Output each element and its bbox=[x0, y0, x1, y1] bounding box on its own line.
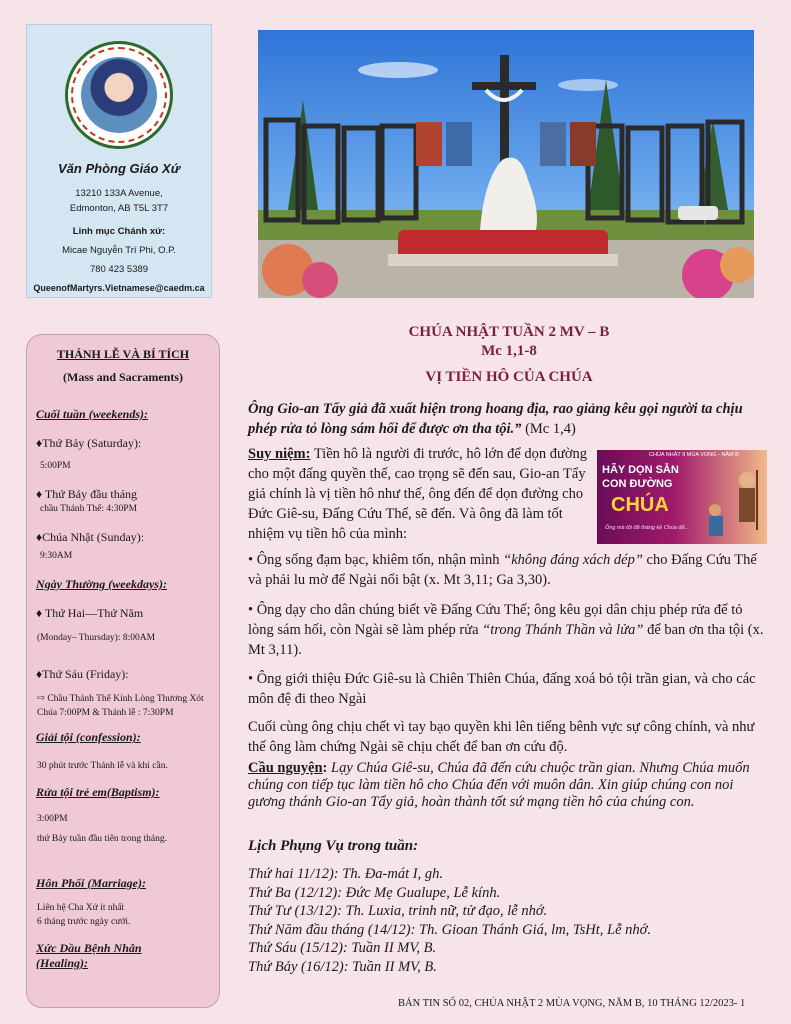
bullet-1-em: “không đáng xách dép” bbox=[503, 552, 643, 568]
office-address-line2: Edmonton, AB T5L 3T7 bbox=[69, 203, 169, 214]
office-phone: 780 423 5389 bbox=[89, 264, 149, 275]
pastor-label: Linh mục Chánh xứ: bbox=[72, 226, 166, 237]
liturgy-day: Thứ Bảy (16/12) bbox=[248, 958, 344, 975]
banner-line-2: CON ĐƯỜNG bbox=[602, 478, 673, 490]
theme-title: VỊ TIỀN HÔ CỦA CHÚA bbox=[425, 369, 593, 385]
prayer-text: Lạy Chúa Giê-su, Chúa đã đến cứu chuộc trần gian. Nhưng Chúa muốn chúng con tiếp tục làm tiền hô cho Chúa đến với muôn dân. Xin giúp chúng con noi gương thánh Gio-an Tẩy giả, hoàn thành tốt sứ mạng tiền hô của chúng con. bbox=[248, 760, 750, 810]
saturday-time: 5:00PM bbox=[40, 461, 71, 471]
liturgy-day: Thứ Tư (13/12) bbox=[248, 903, 338, 919]
pieta-shrine-photo bbox=[258, 30, 754, 298]
advent-banner-image bbox=[597, 450, 767, 544]
banner-caption: Ông mà tôi đã tháng kề Chúa để... bbox=[605, 525, 690, 531]
friday-note: ⇨ Chầu Thánh Thể Kính Lòng Thương Xót Chúa 7:00PM & Thánh lễ : 7:30PM bbox=[37, 694, 204, 718]
prayer-label: Cầu nguyện bbox=[248, 760, 323, 776]
mass-schedule-panel bbox=[26, 334, 220, 1008]
flower-bush bbox=[302, 262, 338, 298]
liturgy-item bbox=[248, 865, 778, 884]
mass-title: THÁNH LỄ VÀ BÍ TÍCH bbox=[56, 347, 190, 361]
liturgy-day: Thứ Năm đầu tháng (14/12) bbox=[248, 921, 411, 938]
friday-label: ♦Thứ Sáu (Friday): bbox=[36, 667, 129, 681]
closing-paragraph: Cuối cùng ông chịu chết vì tay bạo quyền khi lên tiếng bênh vực sự công chính, và như thế ông làm chứng Ngài sẽ chịu chết để ban ơn cứu độ. bbox=[248, 719, 755, 755]
weekday-heading: Ngày Thường (weekdays): bbox=[36, 577, 167, 591]
reflection-text: Tiền hô là người đi trước, hô lớn để dọn đường cho một đấng quyền thế, cao trọng sẽ đến sau, Gio-an Tẩy giả chính là vị tiền hô như thế, ông đến để dọn đường cho Đức Giê-su, Đấng Cứu Thế, sẽ đến. Và ông đã làm tốt nhiệm vụ tiền hô của mình: bbox=[248, 446, 588, 542]
bullet-humble bbox=[248, 550, 770, 590]
reflection-label: Suy niệm: bbox=[248, 446, 311, 462]
confession-note: 30 phút trước Thánh lễ và khi cần. bbox=[37, 761, 168, 771]
banner-line-3: CHÚA bbox=[611, 494, 669, 516]
liturgy-item bbox=[248, 958, 778, 977]
bullet-2-em: “trong Thánh Thần và lửa” bbox=[482, 622, 644, 638]
bullet-teaching bbox=[248, 600, 770, 660]
liturgy-text: : Th. Gioan Thánh Giá, lm, TsHt, Lễ nhớ. bbox=[410, 921, 652, 938]
liturgy-text: : Th. Đa-mát I, gh. bbox=[333, 866, 443, 882]
shrine-illustration bbox=[258, 30, 754, 298]
office-title: Văn Phòng Giáo Xứ bbox=[58, 161, 180, 176]
cross-vertical bbox=[500, 55, 509, 170]
first-saturday-note: chầu Thánh Thể: 4:30PM bbox=[40, 504, 138, 514]
pieta-statue bbox=[480, 158, 537, 231]
liturgy-day: Thứ Ba (12/12) bbox=[248, 884, 338, 901]
banner-header: CHÚA NHẬT II MÙA VỌNG - NĂM B bbox=[649, 452, 739, 458]
liturgy-text: : Tuần II MV, B. bbox=[343, 958, 437, 975]
parked-car bbox=[678, 206, 718, 220]
lead-quote bbox=[248, 399, 770, 439]
healing-heading: Xức Dầu Bệnh Nhân (Healing): bbox=[36, 941, 142, 970]
statue-base bbox=[388, 254, 618, 266]
liturgy-text: : Th. Luxia, trinh nữ, tử đạo, lễ nhớ. bbox=[337, 903, 548, 919]
first-saturday-label: ♦ Thứ Bảy đầu tháng bbox=[36, 487, 138, 501]
reflection-paragraph bbox=[248, 444, 596, 544]
baptism-time: 3:00PM bbox=[37, 814, 68, 824]
liturgy-text: : Đức Mẹ Gualupe, Lễ kính. bbox=[337, 884, 501, 901]
mon-thu-time: (Monday– Thursday): 8:00AM bbox=[37, 633, 156, 643]
cloud bbox=[558, 79, 618, 91]
icon-painting bbox=[416, 122, 442, 166]
weekly-liturgy-title: Lịch Phụng Vụ trong tuần: bbox=[248, 838, 419, 854]
mass-subtitle: (Mass and Sacraments) bbox=[63, 370, 183, 384]
banner-line-1: HÃY DỌN SẴN bbox=[602, 464, 679, 476]
liturgy-item bbox=[248, 939, 778, 958]
saturday-label: ♦Thứ Bảy (Saturday): bbox=[36, 436, 142, 450]
prayer-colon: : bbox=[322, 760, 332, 776]
liturgy-text: : Tuần II MV, B. bbox=[342, 940, 437, 956]
cloud bbox=[358, 62, 438, 78]
weekend-heading: Cuối tuần (weekends): bbox=[36, 407, 149, 421]
sunday-time: 9:30AM bbox=[40, 551, 73, 561]
gospel-reference: Mc 1,1-8 bbox=[481, 343, 537, 359]
confession-heading: Giải tội (confession): bbox=[36, 730, 141, 744]
bulletin-footer: BẢN TIN SỐ 02, CHÚA NHẬT 2 MÙA VỌNG, NĂM B, 10 THÁNG 12/2023- 1 bbox=[398, 998, 746, 1009]
parish-office-card bbox=[26, 24, 212, 298]
cross-horizontal bbox=[472, 82, 536, 90]
baptism-note: thứ Bảy tuần đầu tiên trong tháng. bbox=[37, 834, 167, 844]
weekly-liturgy-list bbox=[248, 865, 778, 976]
icon-painting bbox=[540, 122, 566, 166]
marriage-note-2: 6 tháng trước ngày cưới. bbox=[37, 917, 131, 927]
liturgy-day: Thứ hai 11/12) bbox=[248, 866, 334, 882]
john-baptist-figure bbox=[597, 450, 767, 544]
liturgy-item bbox=[248, 902, 778, 921]
marriage-heading: Hôn Phối (Marriage): bbox=[36, 876, 147, 890]
sunday-label: ♦Chúa Nhật (Sunday): bbox=[36, 530, 145, 544]
liturgy-item bbox=[248, 884, 778, 903]
prayer-paragraph bbox=[248, 760, 770, 811]
liturgy-day: Thứ Sáu (15/12) bbox=[248, 940, 343, 956]
bullet-2-pre: • Ông dạy cho dân chúng biết về Đấng Cứu Thế; ông kêu gọi dân chịu phép rửa để tỏ lòng sám hối, còn Ngài sẽ làm phép rửa bbox=[248, 602, 743, 638]
office-email[interactable]: QueenofMartyrs.Vietnamese@caedm.ca bbox=[33, 283, 205, 293]
office-address-line1: 13210 133A Avenue, bbox=[75, 188, 163, 199]
baptism-heading: Rửa tội trẻ em(Baptism): bbox=[36, 785, 160, 799]
lead-quote-text: Ông Gio-an Tẩy giả đã xuất hiện trong hoang địa, rao giảng kêu gọi người ta chịu phép rửa tỏ lòng sám hối để được ơn tha tội.” bbox=[248, 401, 743, 437]
sunday-title: CHÚA NHẬT TUẦN 2 MV – B bbox=[408, 324, 610, 340]
mon-thu-label: ♦ Thứ Hai—Thứ Năm bbox=[36, 606, 144, 620]
icon-painting bbox=[446, 122, 472, 166]
liturgy-item bbox=[248, 921, 778, 940]
lead-quote-ref: (Mc 1,4) bbox=[521, 421, 576, 437]
marriage-note-1: Liên hệ Cha Xứ ít nhất bbox=[37, 903, 125, 913]
bullet-1-pre: • Ông sống đạm bạc, khiêm tốn, nhận mình bbox=[248, 552, 504, 568]
pastor-name: Micae Nguyễn Trí Phi, O.P. bbox=[62, 245, 176, 256]
bullet-2-post: để ban ơn tha tội (x. Mt 3,11). bbox=[248, 622, 764, 658]
bullet-lamb-of-god: • Ông giới thiệu Đức Giê-su là Chiên Thiên Chúa, đấng xoá bỏ tội trần gian, và cho các môn đệ đi theo Ngài bbox=[248, 671, 756, 707]
bullet-1-post: cho Đấng Cứu Thế và phải lu mờ để Ngài nổi bật (x. Mt 3,11; Ga 3,30). bbox=[248, 552, 757, 588]
virgin-mary-image bbox=[81, 57, 157, 133]
parish-logo bbox=[65, 41, 173, 149]
icon-painting bbox=[570, 122, 596, 166]
